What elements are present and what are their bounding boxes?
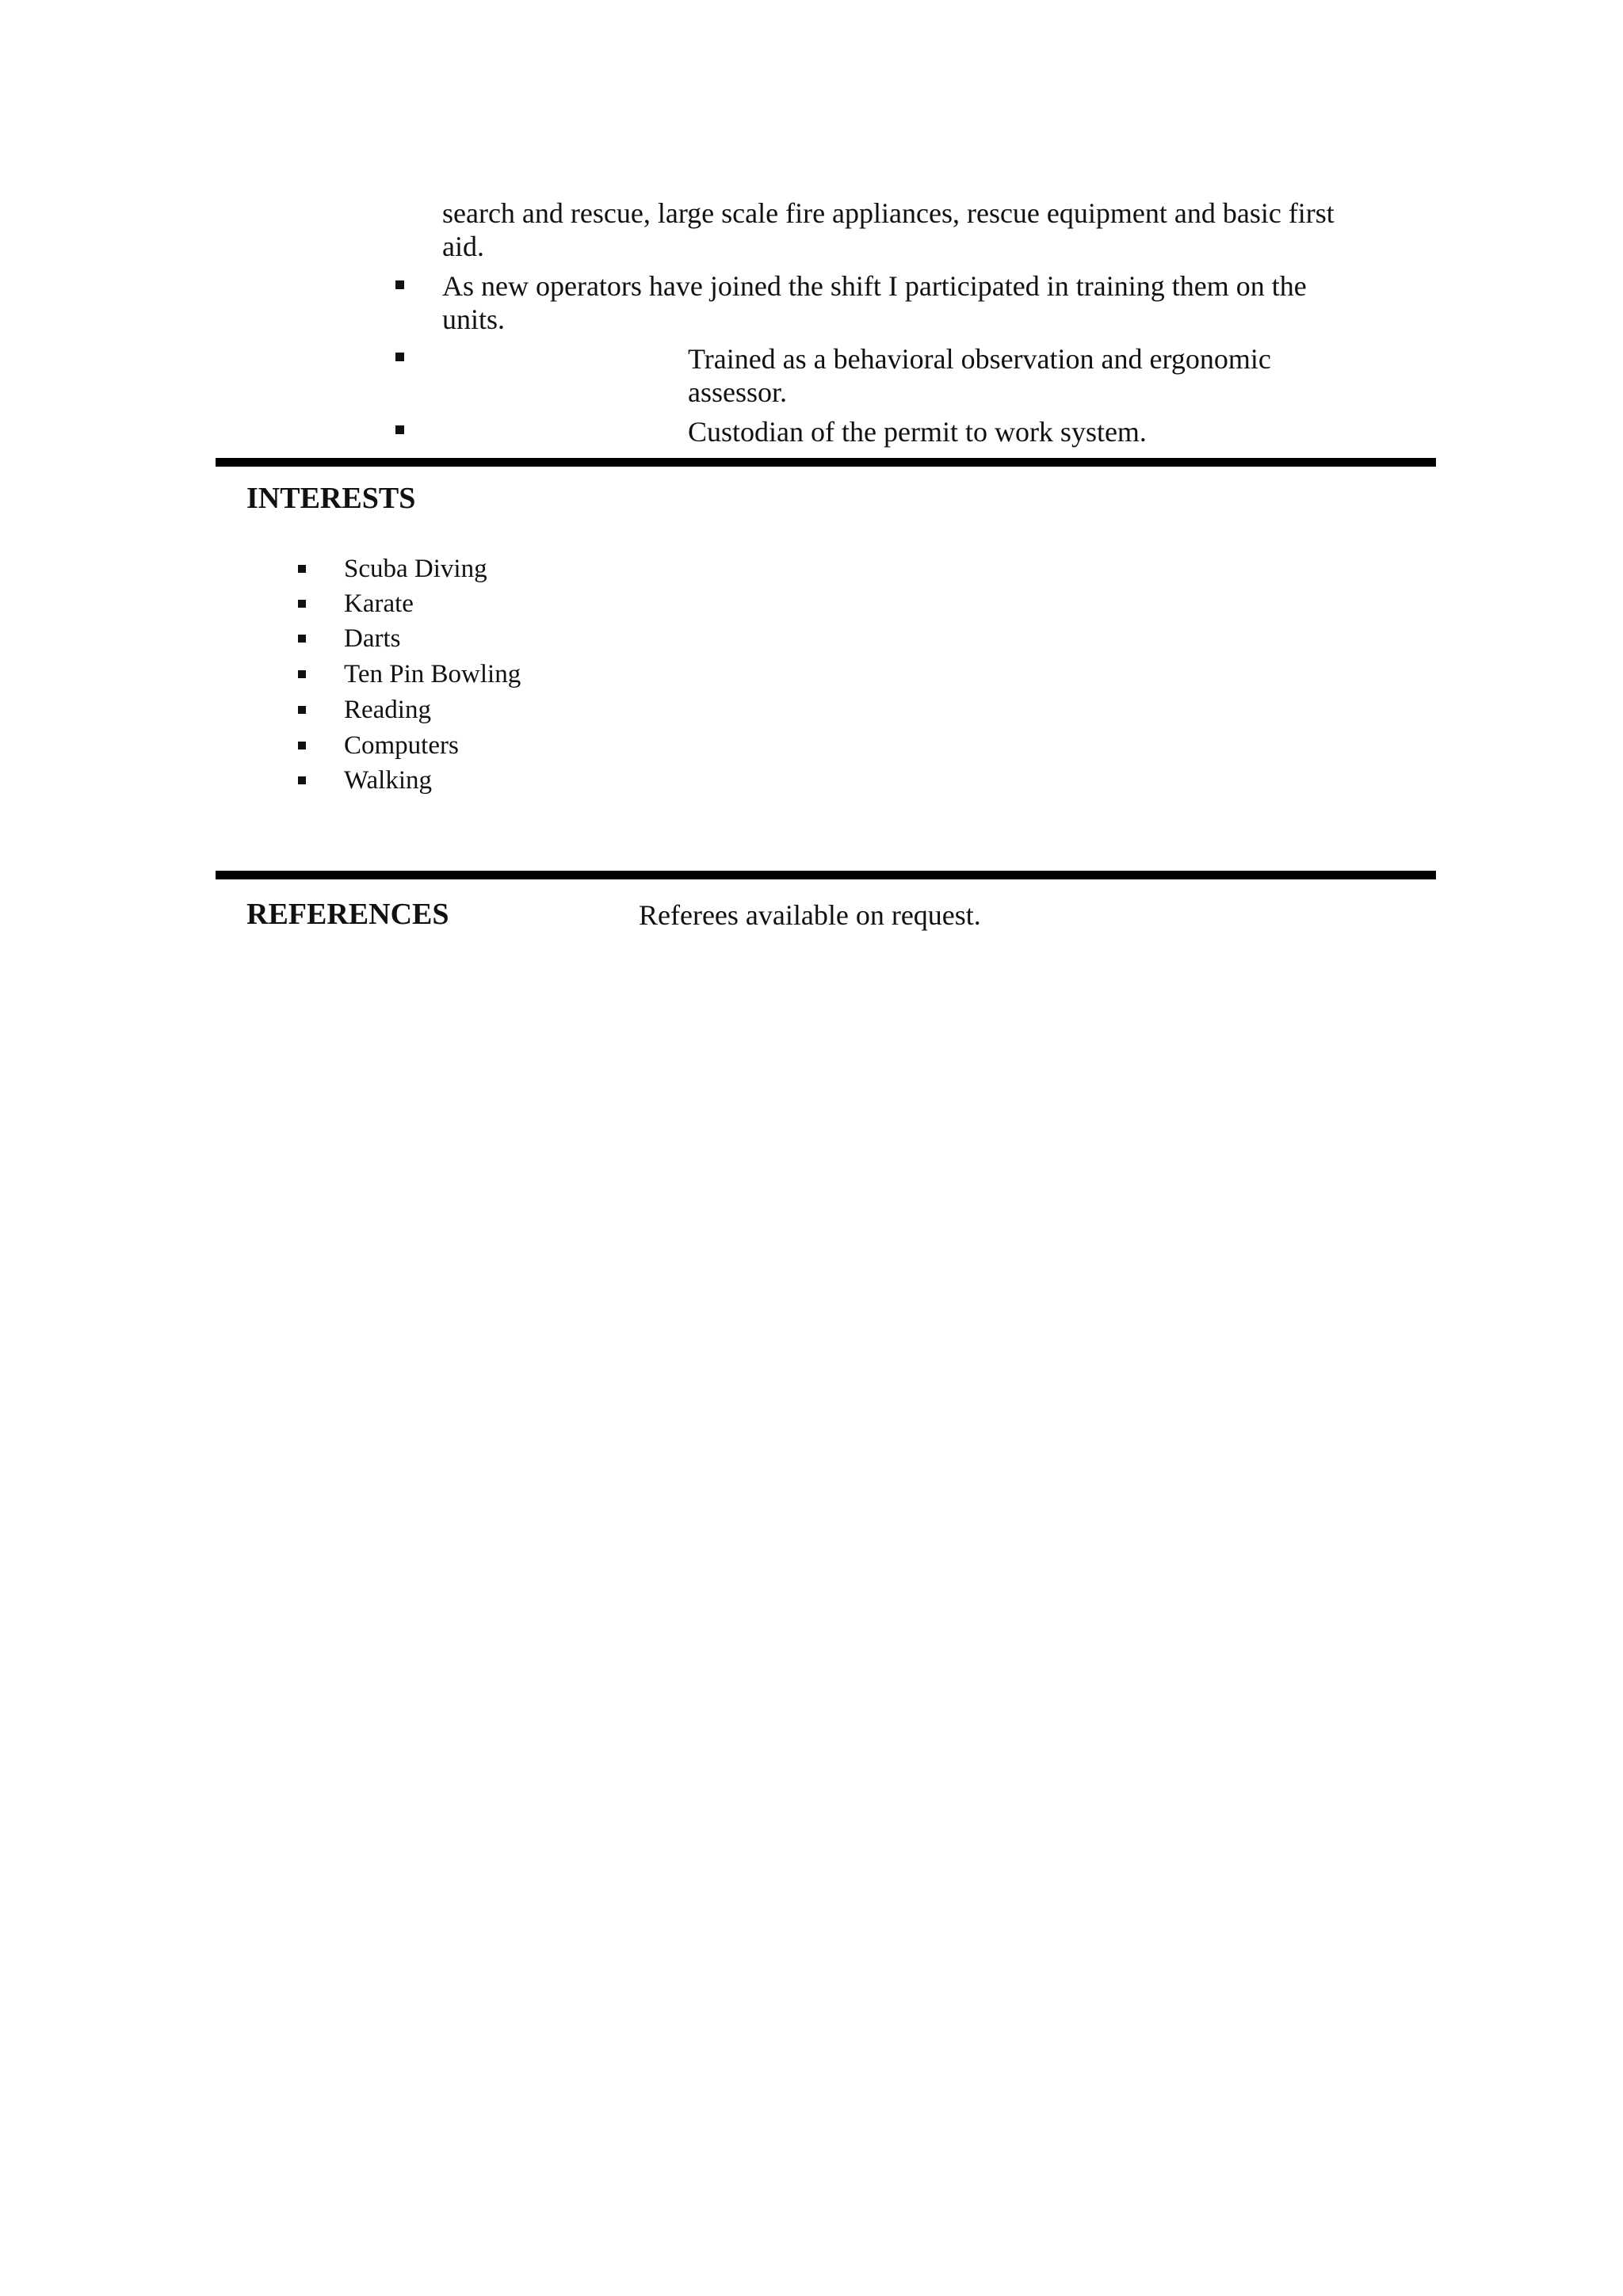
bullet-marker bbox=[395, 280, 404, 289]
references-text: Referees available on request. bbox=[639, 899, 981, 931]
interests-heading: INTERESTS bbox=[246, 482, 416, 515]
section-divider bbox=[216, 871, 1436, 879]
experience-training-line-2: units. bbox=[442, 303, 506, 335]
bullet-marker bbox=[298, 600, 306, 608]
bullet-marker bbox=[298, 742, 306, 749]
section-divider bbox=[216, 458, 1436, 467]
bullet-marker bbox=[298, 635, 306, 643]
interest-item: Ten Pin Bowling bbox=[344, 660, 521, 688]
experience-assessor-line-2: assessor. bbox=[688, 376, 787, 408]
interest-item: Karate bbox=[344, 589, 414, 618]
interest-item: Darts bbox=[344, 624, 401, 653]
bullet-marker bbox=[298, 670, 306, 678]
bullet-marker bbox=[298, 706, 306, 714]
interest-item: Computers bbox=[344, 731, 459, 760]
bullet-marker bbox=[298, 565, 306, 573]
interest-item: Reading bbox=[344, 696, 431, 724]
interest-item: Walking bbox=[344, 766, 432, 795]
experience-continuation-line-1: search and rescue, large scale fire appliances, rescue equipment and basic first bbox=[442, 197, 1335, 229]
experience-permit-line: Custodian of the permit to work system. bbox=[688, 416, 1147, 448]
bullet-marker bbox=[395, 425, 404, 434]
experience-assessor-line-1: Trained as a behavioral observation and ergonomic bbox=[688, 343, 1271, 375]
interest-item: Scuba Diving bbox=[344, 555, 487, 583]
experience-training-line-1: As new operators have joined the shift I participated in training them on the bbox=[442, 270, 1307, 302]
references-heading: REFERENCES bbox=[246, 898, 449, 931]
bullet-marker bbox=[298, 776, 306, 784]
bullet-marker bbox=[395, 353, 404, 361]
experience-continuation-line-2: aid. bbox=[442, 231, 484, 262]
